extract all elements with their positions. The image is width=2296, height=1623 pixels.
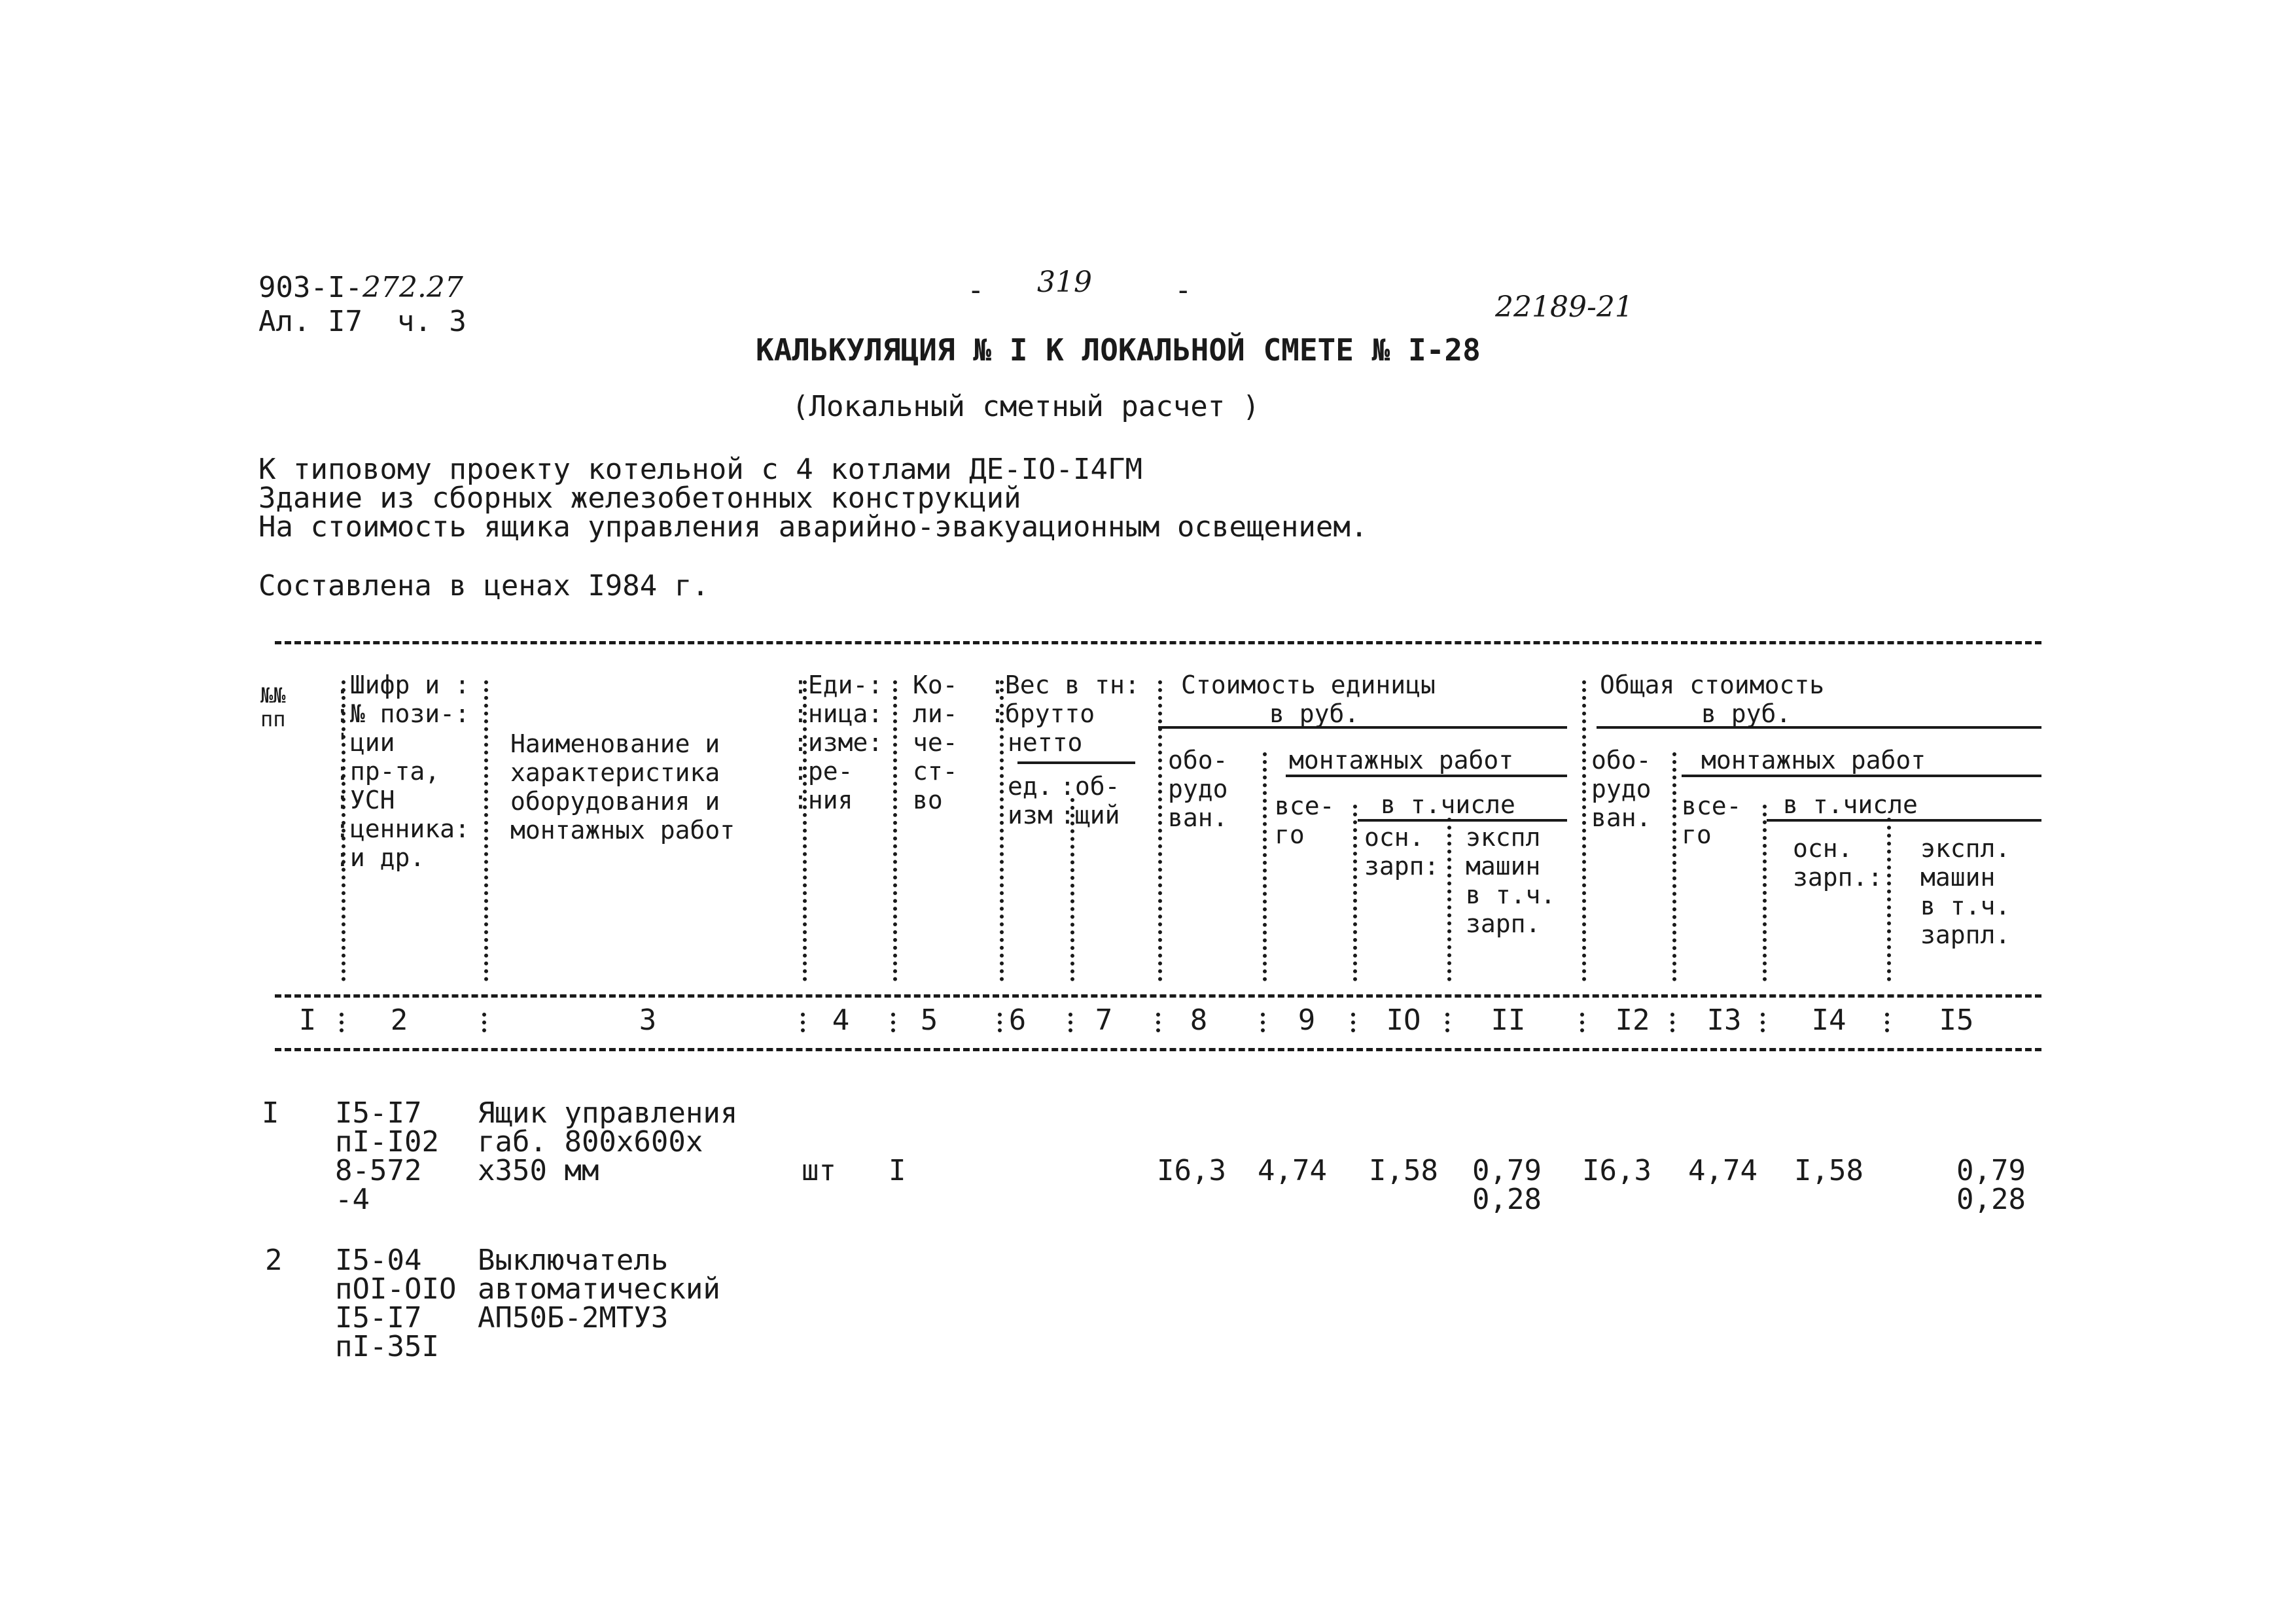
column-number-separator	[1261, 1013, 1265, 1032]
column-number-separator	[1156, 1013, 1160, 1032]
row1-unit: шт	[802, 1154, 836, 1187]
row1-c13: 4,74	[1688, 1154, 1757, 1187]
column-number-11: II	[1491, 1003, 1526, 1037]
row2-name: Выключатель автоматический АП50Б-2МТУЗ	[478, 1244, 720, 1335]
header-c11: экспл машин в т.ч. зарп.	[1466, 823, 1556, 938]
netto-underline	[1017, 761, 1135, 764]
col-sep-12	[1672, 752, 1676, 981]
header-name: Наименование и характеристика оборудования и монтажных работ	[510, 729, 735, 845]
header-c9: все- го	[1275, 792, 1335, 849]
column-number-6: 6	[1008, 1003, 1027, 1037]
row1-c8: I6,3	[1157, 1154, 1226, 1187]
row1-c12: I6,3	[1582, 1154, 1651, 1187]
header-mount1: монтажных работ	[1289, 746, 1514, 775]
document-title: КАЛЬКУЛЯЦИЯ № I К ЛОКАЛЬНОЙ СМЕТЕ № I-28	[756, 332, 1481, 368]
page-dash-right: -	[1174, 273, 1192, 307]
unit-cost-underline	[1158, 726, 1567, 729]
page-number: 319	[1037, 266, 1092, 299]
col-sep-7	[1158, 680, 1162, 981]
header-c13: все- го	[1682, 792, 1742, 849]
column-number-separator	[1445, 1013, 1449, 1032]
intro-line-1: К типовому проекту котельной с 4 котлами ДЕ-IO-I4ГМ	[258, 453, 1143, 486]
header-bottom-rule	[275, 994, 2041, 998]
header-c14: осн. зарп.:	[1793, 834, 1883, 892]
row2-number: 2	[265, 1244, 283, 1277]
column-number-separator	[340, 1013, 344, 1032]
doc-number: 22189-21	[1495, 290, 1633, 324]
mount1-underline	[1286, 775, 1567, 777]
row1-quantity: I	[889, 1154, 906, 1187]
column-number-8: 8	[1190, 1003, 1208, 1037]
header-number: №№ пп	[260, 683, 286, 731]
header-quantity: Ко- ли- че- ст- во	[913, 671, 958, 814]
column-number-separator	[1580, 1013, 1584, 1032]
column-number-10: IO	[1386, 1003, 1421, 1037]
row1-name: Ящик управления габ. 800x600x x350 мм	[478, 1096, 738, 1187]
document-code-handwritten: 272.27	[362, 271, 463, 304]
row1-c11: 0,79 0,28	[1472, 1154, 1542, 1216]
column-number-separator	[998, 1013, 1002, 1032]
header-unit-cost-rub: в руб.	[1269, 699, 1360, 728]
header-code: .Шифр и : :№ пози-: 'ции :пр-та, :УСН :ценника: :и др.	[335, 671, 470, 872]
row1-c9: 4,74	[1258, 1154, 1327, 1187]
header-unit: :Еди-: :ница: :изме: :ре- :ния	[793, 671, 883, 814]
col-sep-13	[1763, 805, 1767, 981]
row1-c14: I,58	[1794, 1154, 1863, 1187]
intro-line-3: На стоимость ящика управления аварийно-эвакуационным освещением.	[258, 510, 1368, 544]
column-number-12: I2	[1615, 1003, 1650, 1037]
header-weight-total: :об- :щий	[1060, 772, 1120, 829]
header-mount2: монтажных работ	[1701, 746, 1926, 775]
col-sep-10	[1447, 818, 1451, 981]
header-weight: :Вес в тн:	[990, 671, 1140, 699]
row2-code: I5-04 пОI-ОIО I5-I7 пI-35I	[335, 1244, 457, 1363]
table-top-rule	[275, 641, 2041, 644]
header-unit-cost: Стоимость единицы	[1181, 671, 1436, 699]
header-c8: обо- рудо ван.	[1168, 746, 1228, 832]
row1-number: I	[262, 1096, 279, 1130]
column-number-13: I3	[1706, 1003, 1742, 1037]
column-number-2: 2	[390, 1003, 408, 1037]
col-sep-2	[484, 680, 488, 981]
row1-code: I5-I7 пI-I02 8-572 -4	[335, 1096, 439, 1216]
column-number-separator	[1351, 1013, 1355, 1032]
document-code	[258, 273, 463, 302]
header-weight-netto: нетто	[1008, 728, 1083, 757]
column-number-5: 5	[920, 1003, 938, 1037]
row1-c10: I,58	[1369, 1154, 1438, 1187]
document-subtitle: (Локальный сметный расчет )	[792, 390, 1260, 423]
header-weight-unit: ед. изм	[1008, 772, 1053, 829]
column-number-14: I4	[1811, 1003, 1846, 1037]
header-incl2: в т.числе	[1783, 790, 1918, 819]
incl2-underline	[1767, 819, 2041, 822]
col-sep-8	[1263, 752, 1267, 981]
header-weight-brutto: :брутто	[990, 699, 1095, 728]
column-number-9: 9	[1298, 1003, 1316, 1037]
column-number-7: 7	[1095, 1003, 1113, 1037]
column-number-1: I	[298, 1003, 317, 1037]
column-number-separator	[1885, 1013, 1889, 1032]
column-number-separator	[482, 1013, 486, 1032]
col-sep-9	[1353, 805, 1357, 981]
col-sep-4	[893, 680, 897, 981]
header-total-cost-rub: в руб.	[1701, 699, 1792, 728]
sheet-label: Ал. I7 ч. 3	[258, 305, 467, 338]
header-c10: осн. зарп:	[1364, 823, 1439, 881]
page-dash-left: -	[967, 273, 985, 307]
column-number-separator	[1670, 1013, 1674, 1032]
column-number-separator	[891, 1013, 895, 1032]
header-total-cost: Общая стоимость	[1600, 671, 1825, 699]
column-number-separator	[801, 1013, 805, 1032]
total-cost-underline	[1597, 726, 2041, 729]
column-number-4: 4	[832, 1003, 850, 1037]
column-number-separator	[1761, 1013, 1765, 1032]
incl1-underline	[1358, 819, 1567, 822]
row1-c15: 0,79 0,28	[1956, 1154, 2026, 1216]
header-c12: обо- рудо ван.	[1591, 746, 1651, 832]
column-number-3: 3	[639, 1003, 657, 1037]
column-numbers-rule	[275, 1048, 2041, 1051]
intro-line-2: Здание из сборных железобетонных конструкций	[258, 481, 1021, 515]
header-incl1: в т.числе	[1381, 790, 1515, 819]
mount2-underline	[1682, 775, 2041, 777]
col-sep-14	[1887, 818, 1891, 981]
document-code-prefix: 903-I-	[258, 271, 362, 304]
column-number-separator	[1069, 1013, 1072, 1032]
header-c15: экспл. машин в т.ч. зарпл.	[1920, 834, 2011, 949]
col-sep-11	[1582, 680, 1586, 981]
prices-note: Составлена в ценах I984 г.	[258, 569, 709, 602]
column-number-15: I5	[1939, 1003, 1974, 1037]
